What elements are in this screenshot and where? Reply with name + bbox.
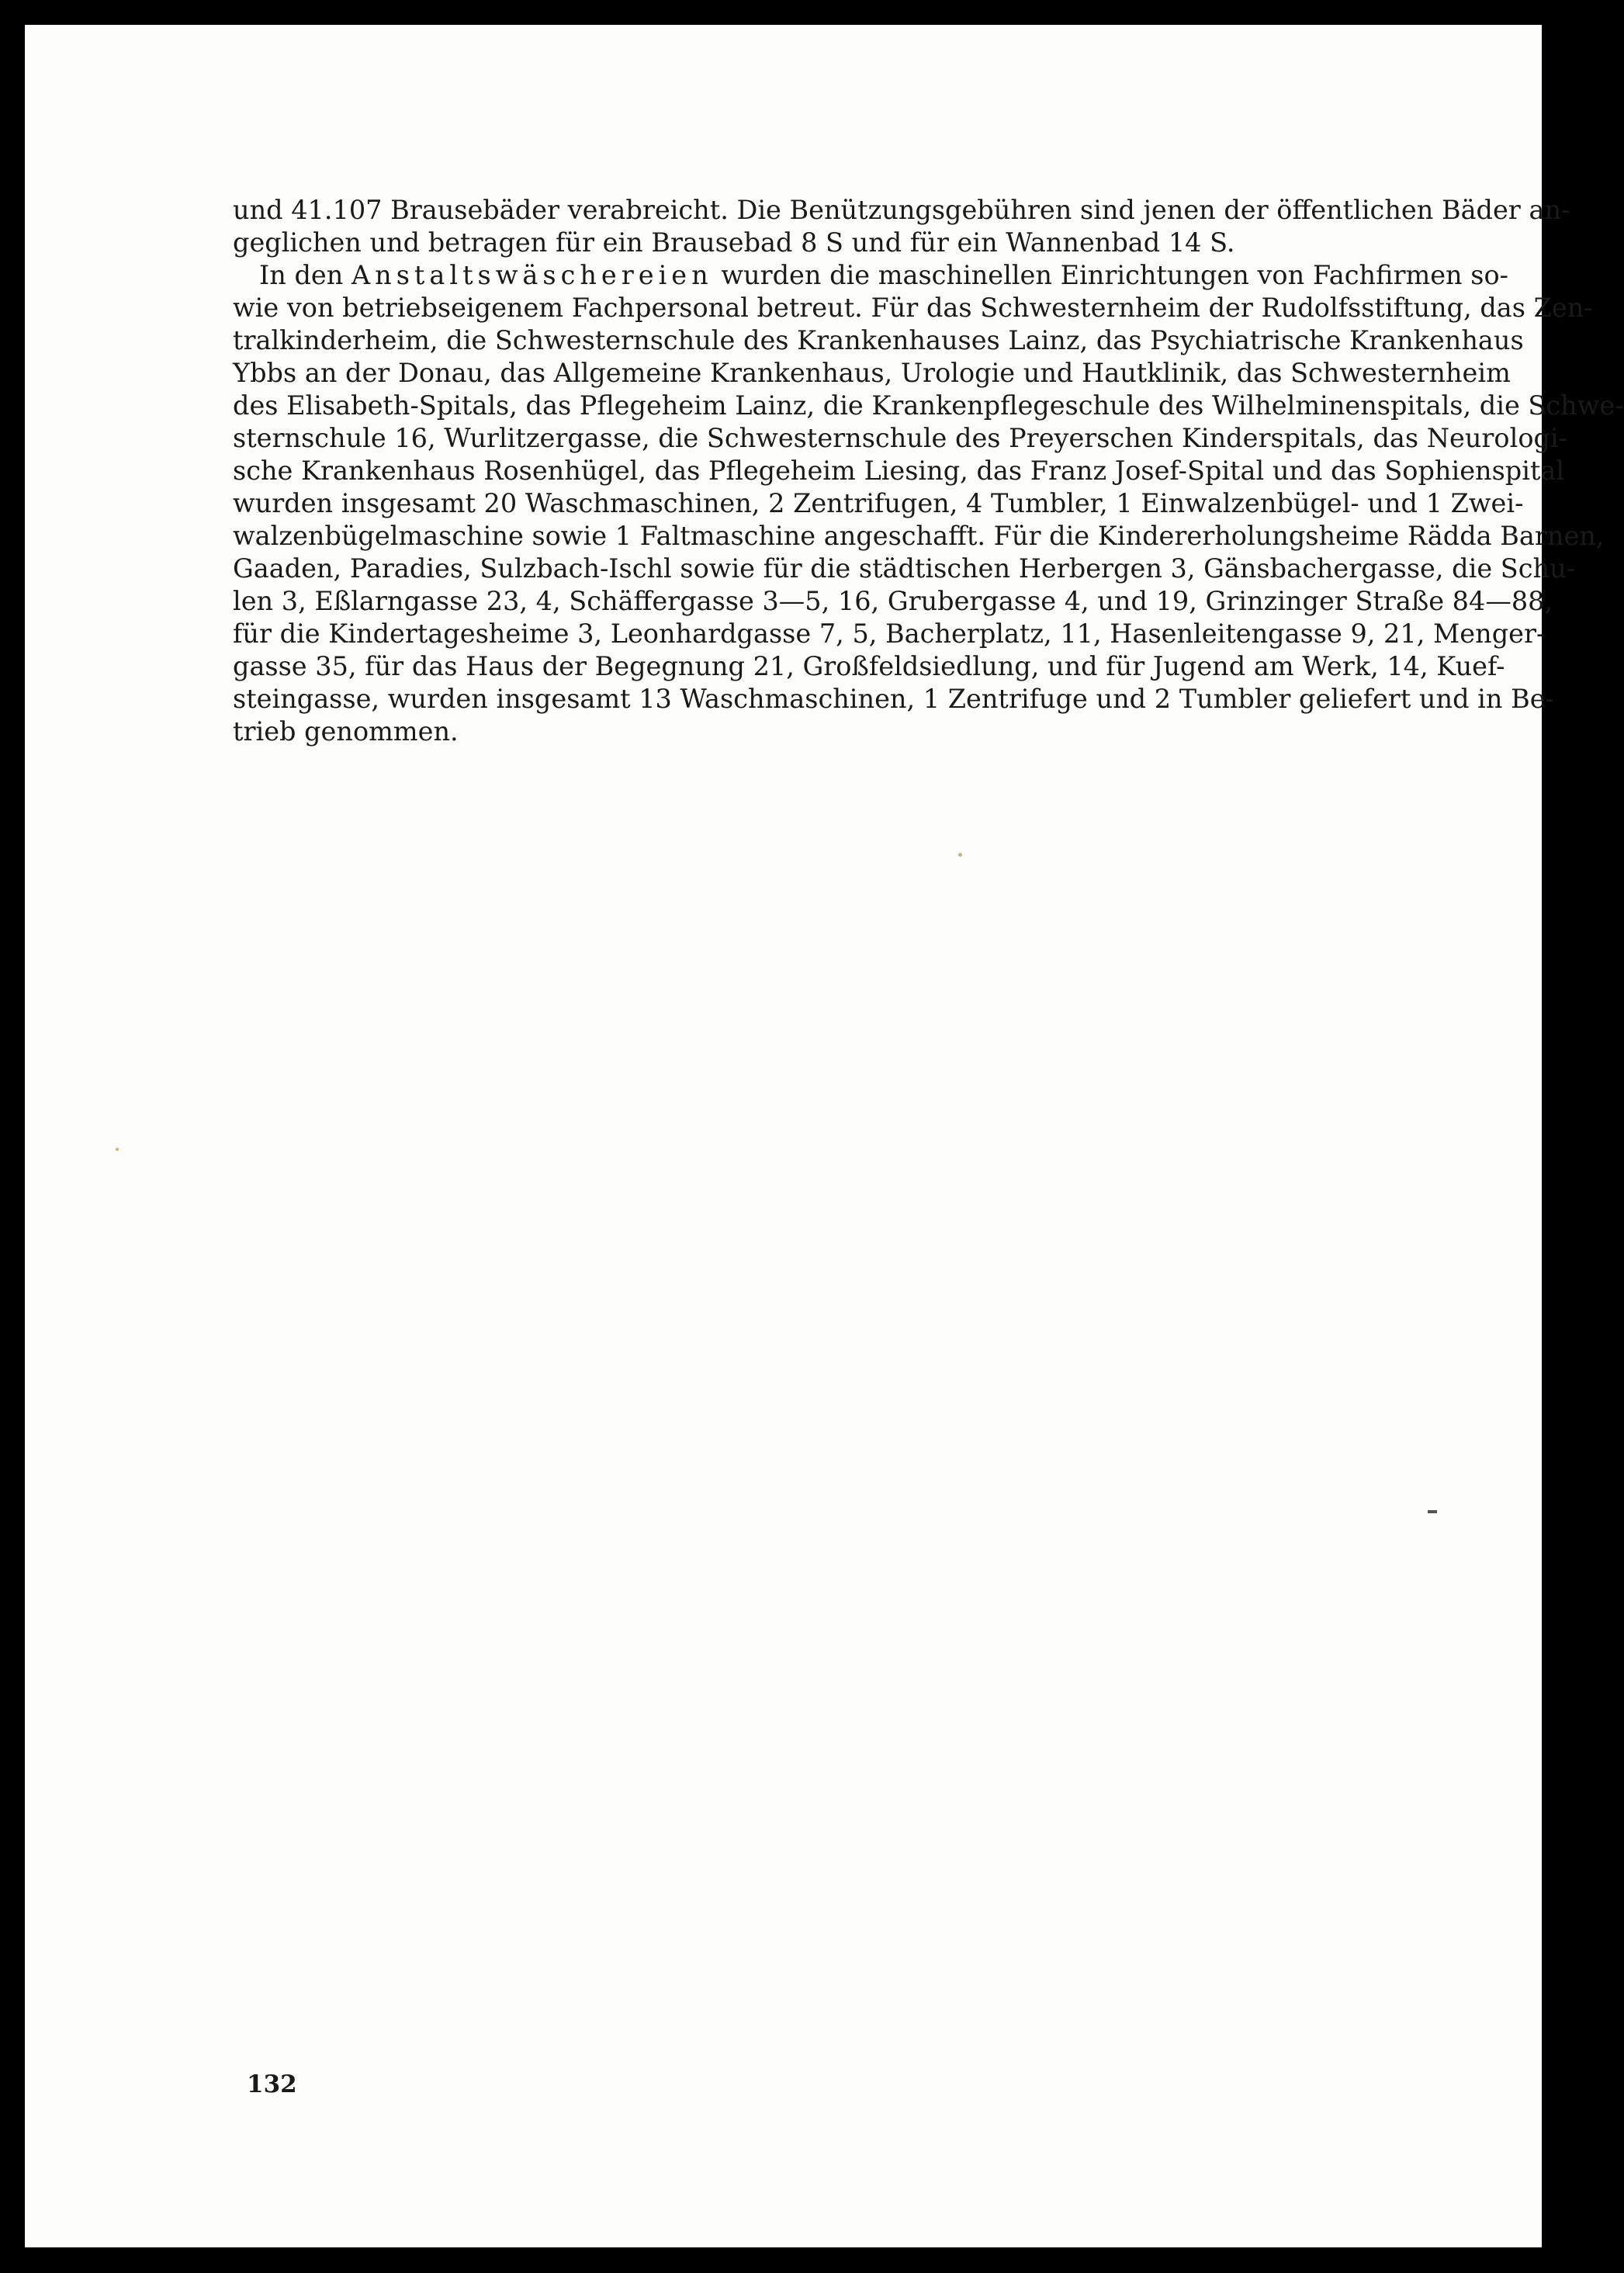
page-number: 132 [247, 2070, 297, 2098]
document-page [25, 25, 1624, 2247]
text-line-15: gasse 35, für das Haus der Begegnung 21, Großfeldsiedlung, und für Jugend am Werk, 14, Kuef- [233, 651, 1505, 681]
text-line-9: sche Krankenhaus Rosenhügel, das Pflegeheim Liesing, das Franz Josef-Spital und das Sophienspital [233, 456, 1565, 486]
text-line-8: sternschule 16, Wurlitzergasse, die Schwesternschule des Preyerschen Kinderspitals, das Neurologi- [233, 423, 1567, 453]
text-line-12: Gaaden, Paradies, Sulzbach-Ischl sowie für die städtischen Herbergen 3, Gänsbachergasse, die Schu- [233, 553, 1575, 584]
text-line-4: wie von betriebseigenem Fachpersonal betreut. Für das Schwesternheim der Rudolfsstiftung, das Zen- [233, 293, 1593, 323]
paper-speck [116, 1148, 119, 1151]
text-line-6: Ybbs an der Donau, das Allgemeine Krankenhaus, Urologie und Hautklinik, das Schwesternheim [233, 358, 1511, 388]
text-line-14: für die Kindertagesheime 3, Leonhardgasse 7, 5, Bacherplatz, 11, Hasenleitengasse 9, 21, Menger- [233, 618, 1546, 649]
paper-mark [1428, 1510, 1437, 1513]
emphasized-term: Anstaltswäschereien [351, 260, 713, 290]
text-line-11: walzenbügelmaschine sowie 1 Faltmaschine angeschafft. Für die Kindererholungsheime Rädda Barnen, [233, 521, 1605, 551]
text-line-13: len 3, Eßlarngasse 23, 4, Schäffergasse 3—5, 16, Grubergasse 4, und 19, Grinzinger Straße 84—88, [233, 586, 1553, 616]
text-line-7: des Elisabeth-Spitals, das Pflegeheim Lainz, die Krankenpflegeschule des Wilhelminenspitals, die Schwe- [233, 390, 1624, 421]
text-line-16: steingasse, wurden insgesamt 13 Waschmaschinen, 1 Zentrifuge und 2 Tumbler geliefert und in Be- [233, 684, 1554, 714]
paper-speck [958, 853, 962, 857]
text-line-2: geglichen und betragen für ein Brausebad 8 S und für ein Wannenbad 14 S. [233, 227, 1235, 258]
paragraph-continuation: wurden die maschinellen Einrichtungen von Fachfirmen so- [721, 260, 1508, 290]
body-text [233, 194, 1624, 748]
text-line-17: trieb genommen. [233, 716, 459, 747]
text-line-5: tralkinderheim, die Schwesternschule des Krankenhauses Lainz, das Psychiatrische Krankenhaus [233, 325, 1524, 355]
text-line-1: und 41.107 Brausebäder verabreicht. Die Benützungsgebühren sind jenen der öffentlichen Bäder an- [233, 195, 1570, 225]
paragraph-start: In den [259, 260, 344, 290]
text-line-3 [233, 259, 1508, 292]
text-line-10: wurden insgesamt 20 Waschmaschinen, 2 Zentrifugen, 4 Tumbler, 1 Einwalzenbügel- und 1 Zwei- [233, 488, 1524, 518]
